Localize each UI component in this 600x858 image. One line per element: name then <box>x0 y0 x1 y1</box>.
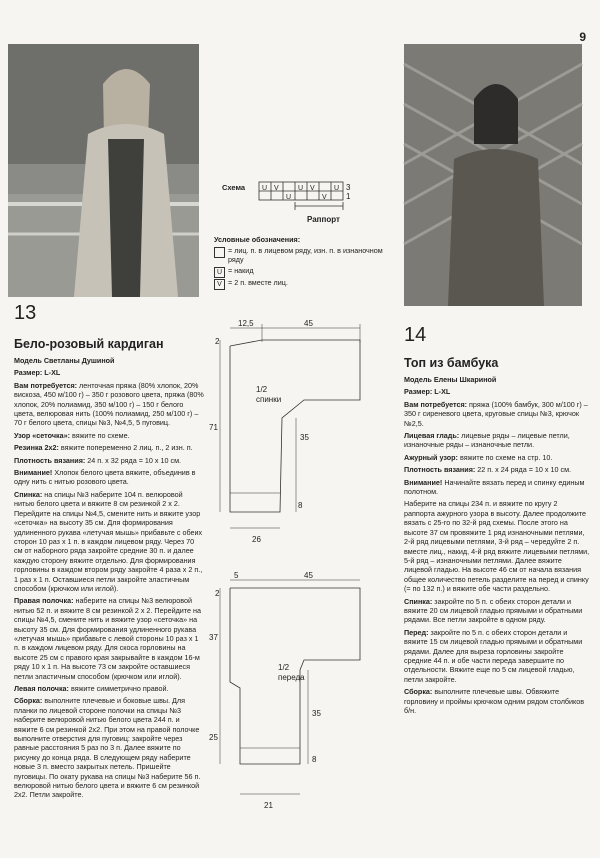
materials-label: Вам потребуется: <box>14 380 78 390</box>
cardigan-photo <box>8 44 199 297</box>
legend-item <box>214 266 390 278</box>
dim-label: 35 <box>300 433 309 442</box>
left-front-label: Левая полочка: <box>14 684 69 693</box>
attention-text: Начинайте вязать перед и спинку единым полотном. <box>404 477 585 497</box>
scheme-title: Схема <box>222 183 246 192</box>
knit-symbol-icon <box>214 247 225 258</box>
legend-text: = лиц. п. в лицевом ряду, изн. п. в изнаночном ряду <box>228 246 383 264</box>
k2tog-symbol-icon: V <box>214 279 225 290</box>
front-text: закройте по 5 п. с обеих сторон детали и вяжите 15 см лицевой гладью прямыми и обратными рядами. Далее для выреза горловины закройте средние 44 п. и обе части переда завершите по отдельности. Вяжите еще по 5 см лицевой гладью, петли закройте. <box>404 627 583 684</box>
legend-title: Условные обозначения: <box>214 235 301 244</box>
assembly-label: Сборка: <box>14 696 43 706</box>
attention-label: Внимание! <box>14 468 53 478</box>
top-title: Топ из бамбука <box>404 356 499 370</box>
dim-label: 2 <box>215 589 220 598</box>
materials-text: пряжа (100% бамбук, 300 м/100 г) – 350 г сиреневого цвета, круговые спицы №3, крючок №2,5. <box>404 399 588 428</box>
lace-text: вяжите по схеме на стр. 10. <box>459 452 553 462</box>
dim-label: 25 <box>209 733 218 742</box>
legend-text: = накид <box>228 266 254 275</box>
piece-name: спинки <box>256 395 282 404</box>
materials-text: ленточная пряжа (80% хлопок, 20% вискоза, 450 м/100 г) – 350 г розового цвета, пряжа (80% хлопок, 20% полиамид, 350 м/100 г) – 150 г белого цвета, велюровая нить (100% полиамид, 250 м/100 г) – 70 г белого цвета, спицы №3, №4,5, 5 пуговиц. <box>14 380 204 428</box>
top-model: Модель Елены Шкариной <box>404 375 497 384</box>
back-pattern-diagram <box>209 318 392 553</box>
svg-text:U: U <box>286 194 292 201</box>
back-label: Спинка: <box>14 489 43 499</box>
size-label: Размер: <box>404 387 433 397</box>
dim-label: 21 <box>264 801 273 810</box>
front-label: Перед: <box>404 627 429 637</box>
assembly-text: выполните плечевые и боковые швы. Для планки по лицевой стороне полочки на спицы №3 наберите велюровой нитью белого цвета 244 п. и вяжите 6 см резинкой 2х2. При этом на правой полочке выполните отверстия для пуговиц: закройте через равные расстояния 5 раз по 3 п. Далее вяжите по рисунку до конца ряда. В следующем ряду наберите новые 3 п. вместо закрытых петель. Пришейте пуговицы. По окату рукава на спицы №3 наберите 56 п. велюровой нитью белого цвета и вяжите 6 см резинкой 2х2. Петли закройте. <box>14 696 201 800</box>
stockinette-label: Лицевая гладь: <box>404 431 460 441</box>
dim-label: 45 <box>304 571 313 580</box>
front-pattern-diagram <box>209 571 392 822</box>
svg-text:V: V <box>310 185 315 192</box>
cardigan-instructions <box>14 356 204 803</box>
svg-text:U: U <box>334 185 340 192</box>
dim-label: 45 <box>304 319 313 328</box>
assembly-label: Сборка: <box>404 687 433 697</box>
size-value: L-XL <box>44 368 61 378</box>
dim-label: 35 <box>312 709 321 718</box>
size-label: Размер: <box>14 368 43 378</box>
dim-label: 71 <box>209 423 218 432</box>
density-label: Плотность вязания: <box>14 455 86 465</box>
assembly-text: выполните плечевые швы. Обвяжите горловину и проймы крючком одним рядом столбиков б/н. <box>404 687 585 715</box>
materials-label: Вам потребуется: <box>404 399 468 409</box>
piece-label: 1/2 <box>278 663 290 672</box>
right-front-text: наберите на спицы №3 велюровой нитью 52 п. и вяжите 8 см резинкой 2 х 2. Перейдите на спицы №4,5, смените нить и вяжите узор «сеточка» на высоту 35 см. Для формирования удлиненного рукава «летучая мышь» прибавьте с левой стороны 10 раз х 1 п. в каждом лицевом ряду. Для скоса горловины на высоте 25 см с правого края закрывайте в каждом 16-м ряду 10 х 1 п. На высоте 73 см закройте оставшиеся петли эластичным способом (крючком или иглой). <box>14 596 201 681</box>
pattern-label: Узор «сеточка»: <box>14 430 70 440</box>
cardigan-title: Бело-розовый кардиган <box>14 337 164 351</box>
stockinette-text: лицевые ряды – лицевые петли, изнаночные ряды – изнаночные петли. <box>404 431 570 450</box>
scheme-row-label: 1 <box>346 192 351 201</box>
attention-label: Внимание! <box>404 477 443 487</box>
piece-label: 1/2 <box>256 385 268 394</box>
legend-text: = 2 п. вместе лиц. <box>228 278 288 287</box>
dim-label: 5 <box>234 571 239 580</box>
dim-label: 2 <box>215 337 220 346</box>
dim-label: 37 <box>209 633 218 642</box>
cardigan-number: 13 <box>14 302 37 324</box>
cardigan-model: Модель Светланы Душиной <box>14 356 115 365</box>
top-instructions <box>404 375 590 718</box>
legend <box>214 235 390 290</box>
pattern-text: вяжите по схеме. <box>71 430 130 440</box>
back-label: Спинка: <box>404 596 433 606</box>
body-text: Наберите на спицы 234 п. и вяжите по кругу 2 раппорта ажурного узора в высоту. Далее продолжите вязать с 25-го по 32-й ряд схемы. После этого на высоте 37 см провяжите 1 ряд изнаночными петлями, 2-й ряд лицевыми петлями, 3-й ряд – чередуйте 2 п. вместе лиц., накид, 4-й ряд вяжите лицевыми петлями, 5-й ряд – изнаночными петлями. Далее вяжите лицевой гладью. На высоте 46 см от начала вязания общее количество петель разделите на перед и спинку (= по 132 п.) и вяжите обе части раздельно. <box>404 499 590 594</box>
svg-text:V: V <box>274 185 279 192</box>
density-label: Плотность вязания: <box>404 465 476 475</box>
yarn-over-symbol-icon: U <box>214 267 225 278</box>
attention-text: Хлопок белого цвета вяжите, объединив в одну нить с нитью розового цвета. <box>14 468 196 487</box>
left-front-text: вяжите симметрично правой. <box>70 684 169 693</box>
svg-text:U: U <box>262 185 268 192</box>
svg-text:U: U <box>298 185 304 192</box>
top-number: 14 <box>404 324 427 346</box>
svg-text:V: V <box>322 194 327 201</box>
legend-item <box>214 246 390 266</box>
scheme-row-label: 3 <box>346 183 351 192</box>
dim-label: 26 <box>252 535 261 544</box>
back-text: на спицы №3 наберите 104 п. велюровой нитью белого цвета и вяжите 8 см резинкой 2 х 2. Перейдите на спицы №4,5, смените нить и вяжите узор «сеточка» на высоту 35 см. Для формирования удлиненного рукава «летучая мышь» прибавьте с обеих сторон 10 раз х 1 п. в каждом лицевом ряду. Через 70 см от наборного ряда закройте средние 30 п. и далее каждую сторону вяжите отдельно. Для формирования горловины в каждом втором ряду закройте 4 раза х 2 п., 1 раз х 1 п. Оставшиеся петли закройте эластичным способом (крючком или иглой). <box>14 489 203 593</box>
scheme-repeat-label: Раппорт <box>307 215 340 224</box>
rib-label: Резинка 2х2: <box>14 443 59 453</box>
density-text: 24 п. х 32 ряда = 10 х 10 см. <box>87 455 182 465</box>
rib-text: вяжите попеременно 2 лиц. п., 2 изн. п. <box>60 443 193 453</box>
dim-label: 8 <box>312 755 317 764</box>
right-front-label: Правая полочка: <box>14 596 74 606</box>
legend-item <box>214 278 390 290</box>
back-text: закройте по 5 п. с обеих сторон детали и вяжите 20 см лицевой гладью прямыми и обратными рядами. Все петли закройте в одном ряду. <box>404 596 583 625</box>
lace-label: Ажурный узор: <box>404 452 458 462</box>
dim-label: 8 <box>298 501 303 510</box>
density-text: 22 п. х 24 ряда = 10 х 10 см. <box>477 465 572 475</box>
dim-label: 12,5 <box>238 319 254 328</box>
scheme-grid <box>252 180 392 225</box>
piece-name: переда <box>278 673 305 682</box>
page-number: 9 <box>579 30 586 44</box>
size-value: L-XL <box>434 387 451 397</box>
top-photo <box>404 44 582 306</box>
